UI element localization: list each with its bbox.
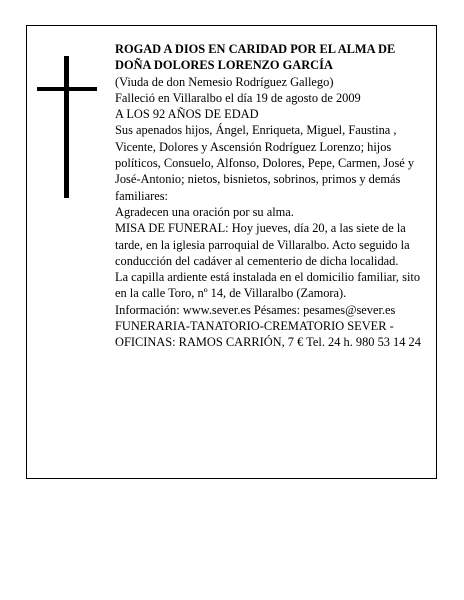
- widow-note: (Viuda de don Nemesio Rodríguez Gallego): [115, 74, 334, 89]
- cross-icon: [37, 56, 97, 198]
- cross-horizontal-bar: [37, 87, 97, 91]
- obituary-notice: [26, 25, 437, 479]
- funeral-home: FUNERARIA-TANATORIO-CREMATORIO SEVER - OFICINAS: RAMOS CARRIÓN, 7 € Tel. 24 h. 980 53 14 24: [115, 319, 421, 350]
- funeral-mass: MISA DE FUNERAL: Hoy jueves, día 20, a las siete de la tarde, en la iglesia parroquial de Villaralbo. Acto seguido la conducción del cadáver al cementerio de dicha localidad.: [115, 221, 410, 268]
- family-list: Sus apenados hijos, Ángel, Enriqueta, Miguel, Faustina , Vicente, Dolores y Ascensión Rodríguez Lorenzo; hijos políticos, Consuelo, Alfonso, Dolores, Pepe, Carmen, José y José-Antonio; nietos, bisnietos, sobrinos, primos y demás familiares:: [115, 123, 415, 203]
- contact-info: Información: www.sever.es Pésames: pesames@sever.es: [115, 302, 396, 317]
- notice-heading: ROGAD A DIOS EN CARIDAD POR EL ALMA DE DOÑA DOLORES LORENZO GARCÍA: [115, 42, 396, 73]
- notice-text: [115, 41, 427, 351]
- chapel-info: La capilla ardiente está instalada en el domicilio familiar, sito en la calle Toro, nº 14, de Villaralbo (Zamora).: [115, 270, 421, 301]
- death-info: Falleció en Villaralbo el día 19 de agosto de 2009: [115, 90, 361, 105]
- cross-vertical-bar: [64, 56, 69, 198]
- thanks-line: Agradecen una oración por su alma.: [115, 204, 294, 219]
- age-line: A LOS 92 AÑOS DE EDAD: [115, 107, 259, 122]
